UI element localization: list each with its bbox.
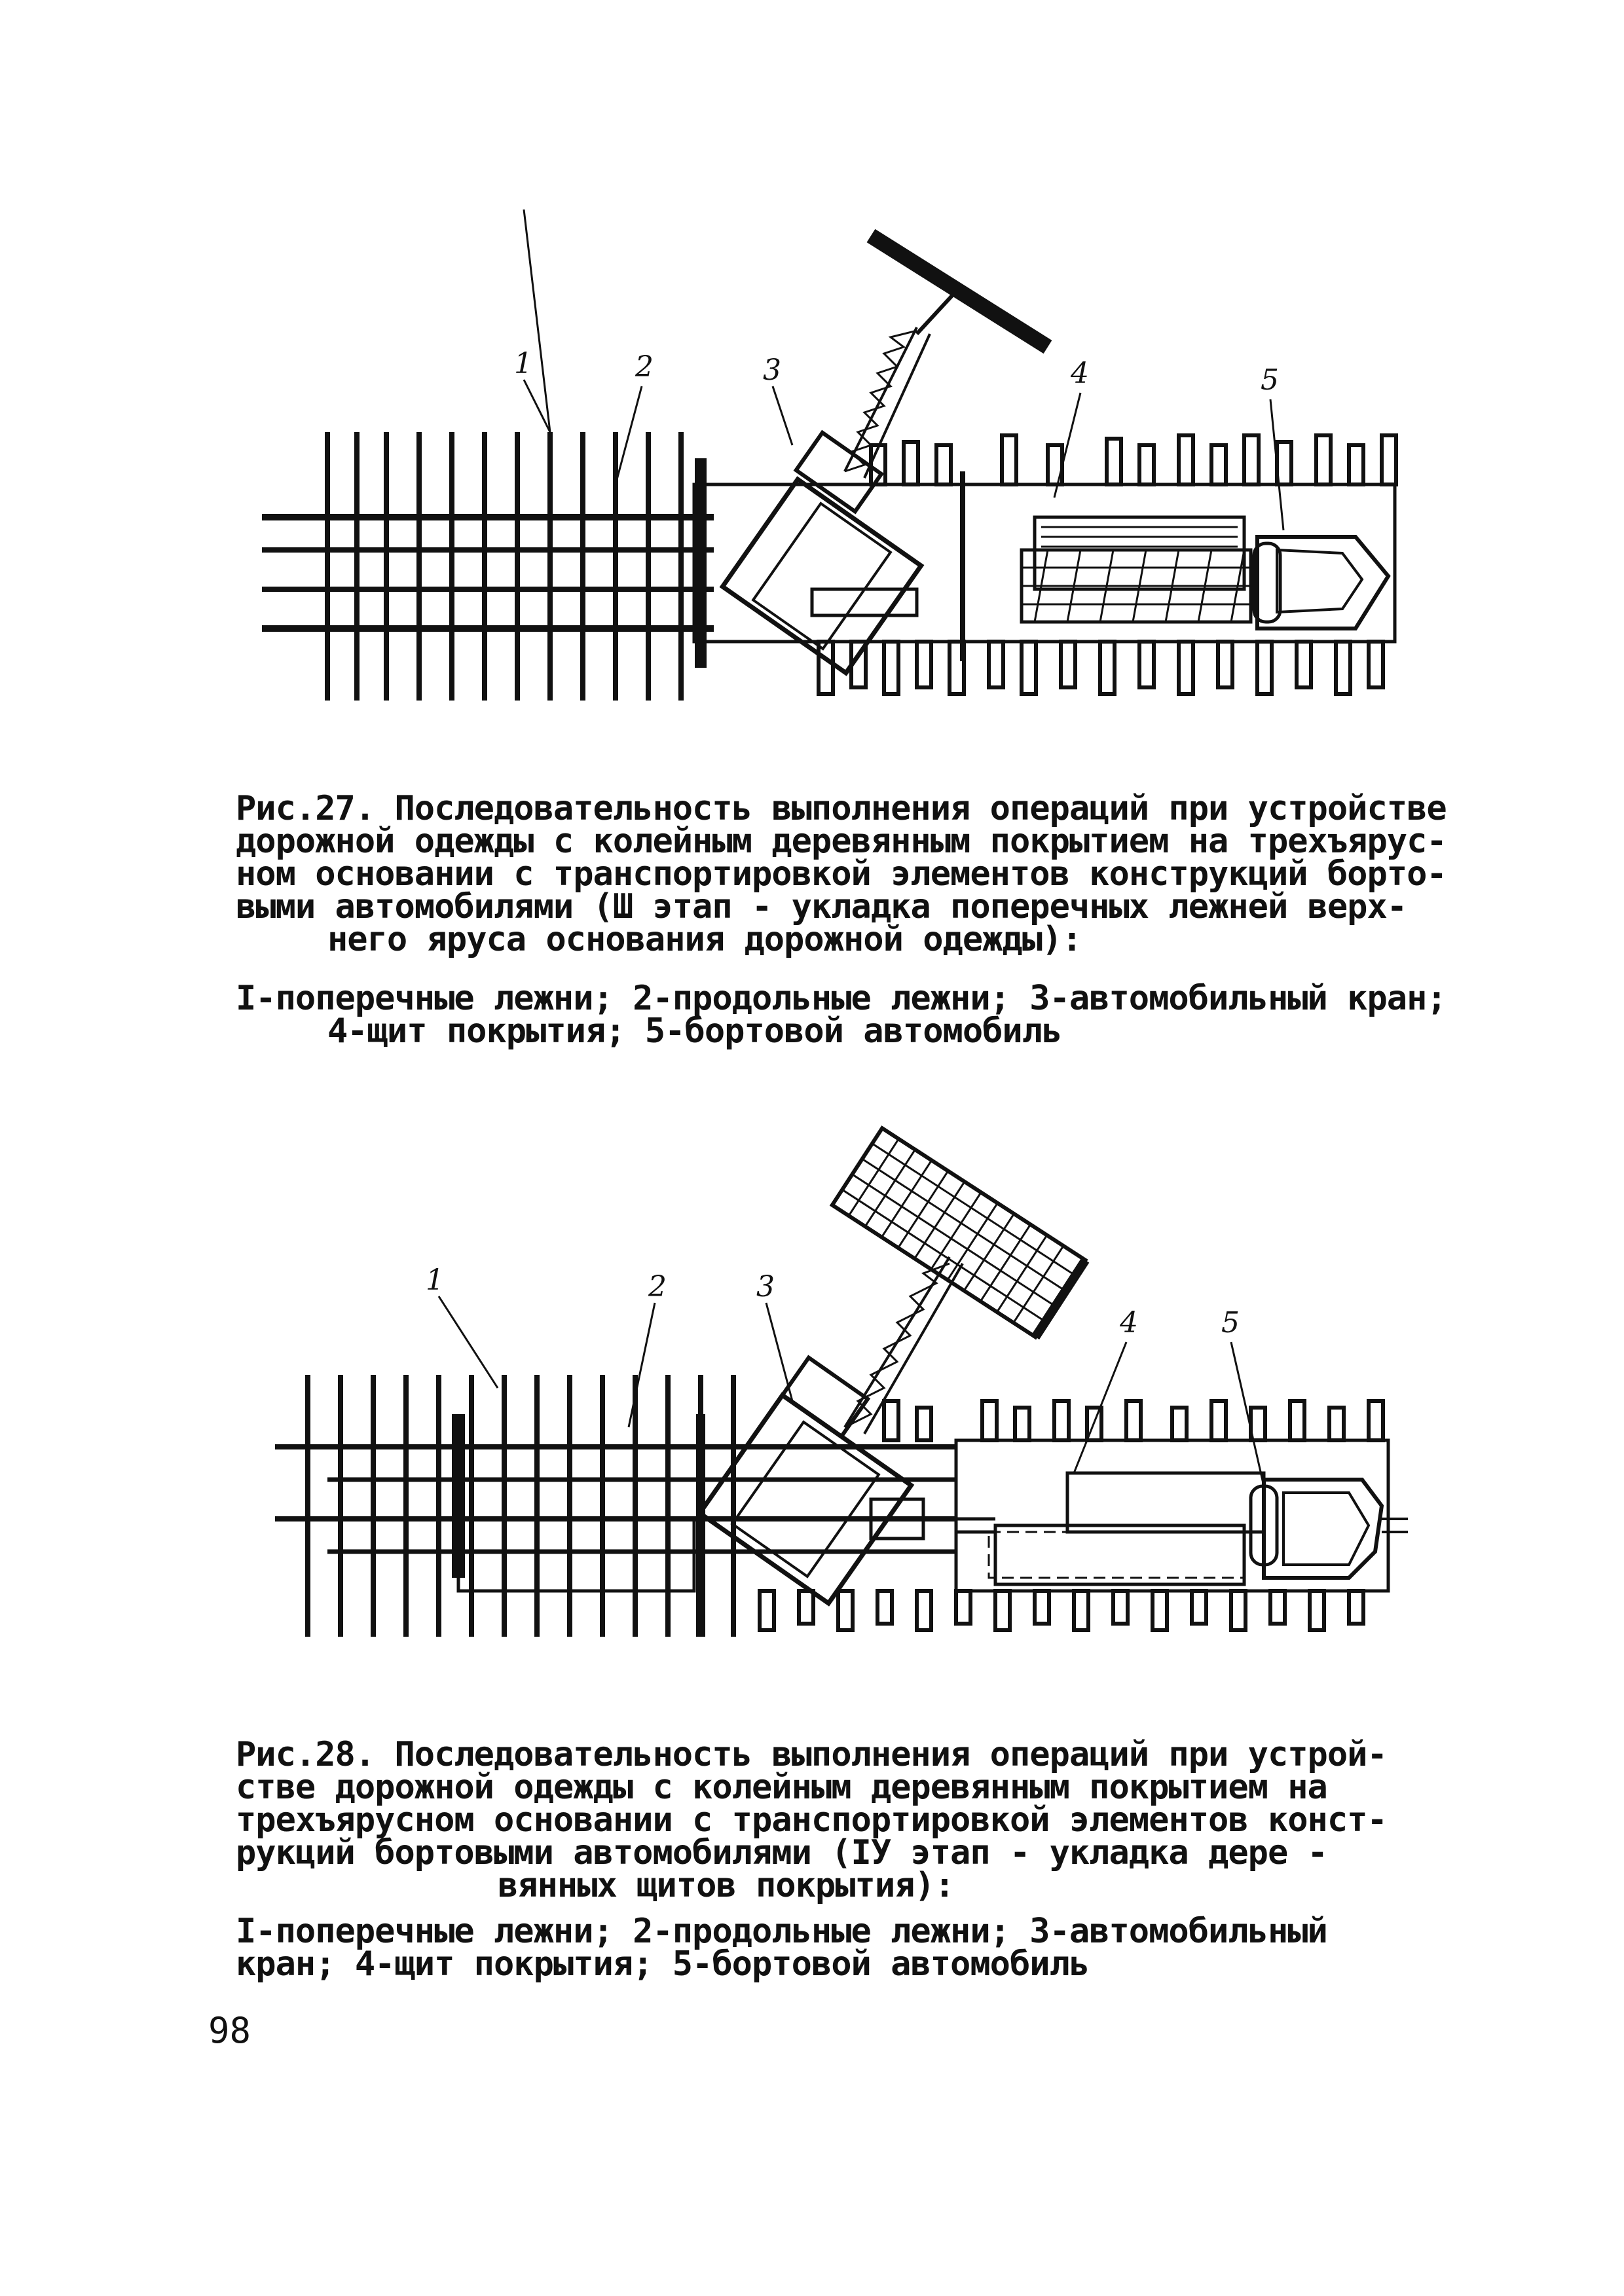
figure-28-legend	[236, 1912, 1327, 1984]
caption-line: Рис.27. Последовательность выполнения операций при устройстве	[236, 789, 1447, 828]
caption-line: рукций бортовыми автомобилями (IУ этап - укладка дере -	[236, 1833, 1327, 1872]
legend-line: I-поперечные лежни; 2-продольные лежни; 3-автомобильный кран;	[236, 979, 1447, 1018]
callout-4: 4	[1120, 1306, 1138, 1339]
caption-line: ном основании с транспортировкой элементов конструкций борто-	[236, 854, 1447, 894]
callout-2: 2	[648, 1270, 667, 1303]
figure-28-caption	[236, 1735, 1467, 1905]
caption-line: Рис.28. Последовательность выполнения операций при устрой-	[236, 1735, 1387, 1774]
caption-line: вянных щитов покрытия):	[498, 1866, 955, 1905]
legend-line: 4-щит покрытия; 5-бортовой автомобиль	[327, 1011, 1062, 1051]
caption-line: дорожной одежды с колейным деревянным покрытием на трехъярус-	[236, 822, 1447, 861]
callout-1: 1	[514, 347, 532, 380]
figure-27-drawing	[0, 210, 1624, 733]
caption-line: выми автомобилями (Ш этап - укладка поперечных лежней верх-	[236, 887, 1407, 926]
figure-28-drawing	[0, 838, 1624, 1709]
callout-3: 3	[763, 354, 781, 387]
callout-4: 4	[1071, 357, 1089, 390]
legend-line: I-поперечные лежни; 2-продольные лежни; 3-автомобильный	[236, 1912, 1327, 1951]
callout-3: 3	[756, 1270, 775, 1303]
page-number: 98	[208, 2010, 251, 2051]
figure-28-diagram	[0, 838, 1624, 1709]
callout-1: 1	[426, 1264, 444, 1297]
caption-line: стве дорожной одежды с колейным деревянным покрытием на	[236, 1768, 1327, 1807]
callout-5: 5	[1261, 363, 1279, 397]
figure-27-diagram	[0, 210, 1624, 733]
callout-2: 2	[635, 350, 654, 384]
caption-line: него яруса основания дорожной одежды):	[327, 920, 1082, 959]
caption-line: трехъярусном основании с транспортировкой элементов конст-	[236, 1800, 1387, 1840]
callout-5: 5	[1221, 1306, 1240, 1339]
legend-line: кран; 4-щит покрытия; 5-бортовой автомобиль	[236, 1944, 1090, 1984]
